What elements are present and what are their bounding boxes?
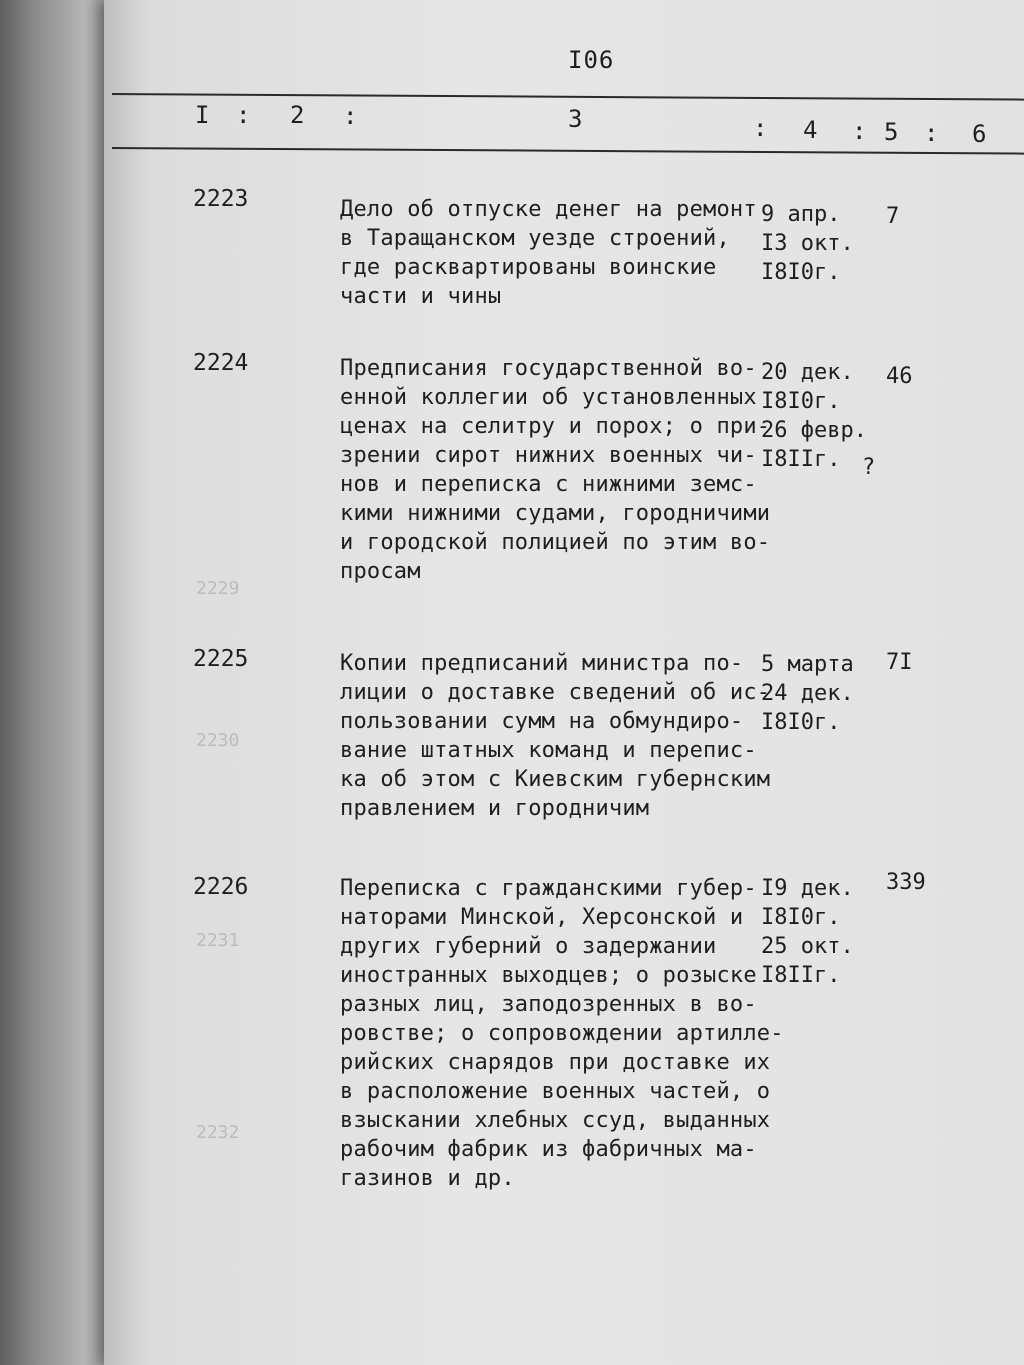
entry-number: 2224: [193, 350, 249, 376]
col-sep: :: [753, 114, 768, 142]
entry-title: Копии предписаний министра по- лиции о доставке сведений об ис- пользовании сумм на обмундиро- вание штатных команд и перепис- ка об этом с Киевским губернским правлением и городничим: [340, 651, 771, 821]
left-page-edge: [0, 0, 112, 1365]
entry-dates: 9 апр. I3 окт. I8I0г.: [761, 202, 854, 285]
entry-number: 2225: [193, 646, 249, 672]
col-header-3: 3: [568, 105, 583, 133]
entry-title: Дело об отпуске денег на ремонт в Таращанском уезде строений, где расквартированы воинские части и чины: [340, 197, 757, 309]
col-header-6: 6: [972, 120, 987, 148]
col-sep: :: [924, 119, 939, 147]
entry-title: Переписка с гражданскими губер- наторами Минской, Херсонской и других губерний о задержании иностранных выходцев; о розыске разных лиц, заподозренных в во- ровстве; о сопровождении артилле- рийских снарядов при доставке их в расположение военных частей, о взыскании хлебных ссуд, выданных рабочим фабрик из фабричных ма- газинов и др.: [340, 876, 784, 1191]
col-sep: :: [852, 117, 867, 145]
col-header-2: 2: [290, 101, 305, 129]
page-number: I06: [568, 46, 615, 74]
entry-sheets: 7I: [886, 650, 913, 675]
col-sep: :: [343, 102, 358, 130]
col-header-1: I: [195, 101, 210, 129]
entry-sheets: 339: [886, 870, 926, 895]
show-through: 2230: [196, 730, 240, 751]
entry-title: Предписания государственной во- енной коллегии об установленных ценах на селитру и порох; о при- зрении сирот нижних военных чи- нов и переписка с нижними земс- кими нижними судами, городничими и городской полицией по этим во- просам: [340, 356, 771, 584]
entry-sheets: 7: [886, 204, 900, 229]
col-header-5: 5: [884, 118, 899, 146]
entry-dates: I9 дек. I8I0г. 25 окт. I8IIг.: [761, 876, 854, 988]
show-through: 2229: [196, 578, 240, 599]
col-sep: :: [236, 101, 251, 129]
entry-sheets: 46: [886, 364, 913, 389]
entry-note: ?: [862, 455, 876, 480]
entry-dates: 20 дек. I8I0г. 26 февр. I8IIг.: [761, 360, 867, 472]
entry-number: 2226: [193, 874, 249, 900]
entry-dates: 5 марта 24 дек. I8I0г.: [761, 652, 854, 735]
show-through: 2231: [196, 930, 240, 951]
show-through: 2232: [196, 1122, 240, 1143]
col-header-4: 4: [803, 116, 818, 144]
entry-number: 2223: [193, 186, 249, 212]
